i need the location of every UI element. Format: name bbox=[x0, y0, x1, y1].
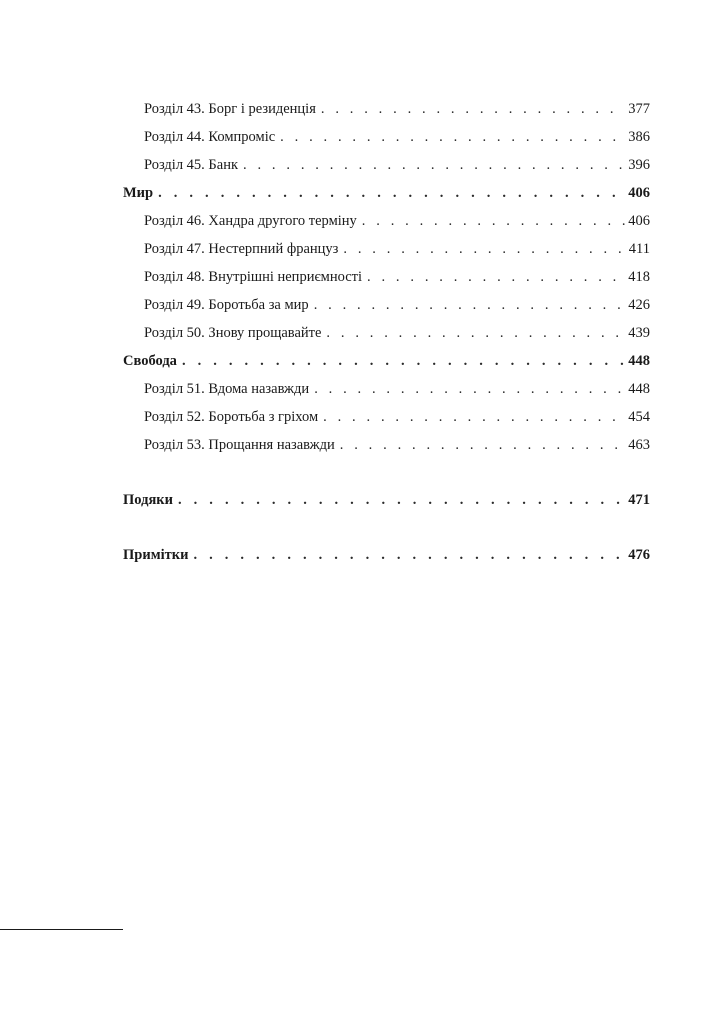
toc-entry-title: Розділ 49. Боротьба за мир bbox=[144, 297, 309, 313]
toc-entry-chapter-49 bbox=[123, 291, 650, 319]
dot-leader bbox=[367, 263, 625, 291]
toc-entry-chapter-50 bbox=[123, 319, 650, 347]
toc-part-prymitky bbox=[123, 541, 650, 569]
toc-entry-chapter-46 bbox=[123, 207, 650, 235]
toc-part-title: Мир bbox=[123, 185, 154, 201]
toc-entry-page: 406 bbox=[628, 213, 650, 229]
toc-entry-chapter-48 bbox=[123, 263, 650, 291]
toc-entry-chapter-44 bbox=[123, 123, 650, 151]
toc-entry-chapter-45 bbox=[123, 151, 650, 179]
dot-leader bbox=[362, 207, 625, 235]
toc-part-myr bbox=[123, 179, 650, 207]
toc-part-page: 406 bbox=[628, 185, 650, 201]
toc-part-page: 471 bbox=[628, 492, 650, 508]
toc-entry-page: 454 bbox=[628, 409, 650, 425]
toc-part-title: Подяки bbox=[123, 492, 173, 508]
toc-entry-chapter-53 bbox=[123, 431, 650, 459]
toc-entry-title: Розділ 47. Нестерпний француз bbox=[144, 241, 339, 257]
toc-entry-title: Розділ 51. Вдома назавжди bbox=[144, 381, 310, 397]
table-of-contents bbox=[123, 95, 650, 569]
toc-entry-page: 377 bbox=[628, 101, 650, 117]
toc-part-page: 448 bbox=[628, 353, 650, 369]
dot-leader bbox=[314, 291, 626, 319]
dot-leader bbox=[243, 151, 625, 179]
toc-entry-page: 396 bbox=[628, 157, 650, 173]
toc-part-title: Примітки bbox=[123, 547, 189, 563]
dot-leader bbox=[182, 347, 625, 375]
dot-leader bbox=[314, 375, 625, 403]
dot-leader bbox=[158, 179, 625, 207]
dot-leader bbox=[321, 95, 625, 123]
toc-part-title: Свобода bbox=[123, 353, 177, 369]
toc-entry-chapter-43 bbox=[123, 95, 650, 123]
toc-part-podiaky bbox=[123, 486, 650, 514]
dot-leader bbox=[326, 319, 625, 347]
toc-entry-title: Розділ 44. Компроміс bbox=[144, 129, 276, 145]
toc-entry-title: Розділ 45. Банк bbox=[144, 157, 239, 173]
toc-entry-chapter-47 bbox=[123, 235, 650, 263]
toc-entry-title: Розділ 43. Борг і резиденція bbox=[144, 101, 316, 117]
dot-leader bbox=[193, 541, 625, 569]
toc-part-svoboda bbox=[123, 347, 650, 375]
toc-entry-title: Розділ 48. Внутрішні неприємності bbox=[144, 269, 363, 285]
toc-entry-page: 463 bbox=[628, 437, 650, 453]
toc-entry-page: 448 bbox=[628, 381, 650, 397]
toc-entry-page: 386 bbox=[628, 129, 650, 145]
toc-entry-title: Розділ 46. Хандра другого терміну bbox=[144, 213, 357, 229]
footnote-divider bbox=[0, 929, 123, 930]
toc-entry-title: Розділ 52. Боротьба з гріхом bbox=[144, 409, 319, 425]
dot-leader bbox=[340, 431, 625, 459]
toc-entry-page: 418 bbox=[628, 269, 650, 285]
toc-entry-page: 411 bbox=[628, 241, 650, 257]
dot-leader bbox=[280, 123, 625, 151]
dot-leader bbox=[343, 235, 625, 263]
dot-leader bbox=[178, 486, 625, 514]
toc-entry-title: Розділ 53. Прощання назавжди bbox=[144, 437, 335, 453]
toc-entry-chapter-51 bbox=[123, 375, 650, 403]
dot-leader bbox=[323, 403, 625, 431]
toc-entry-page: 439 bbox=[628, 325, 650, 341]
toc-part-page: 476 bbox=[628, 547, 650, 563]
toc-entry-chapter-52 bbox=[123, 403, 650, 431]
toc-entry-page: 426 bbox=[628, 297, 650, 313]
toc-entry-title: Розділ 50. Знову прощавайте bbox=[144, 325, 322, 341]
